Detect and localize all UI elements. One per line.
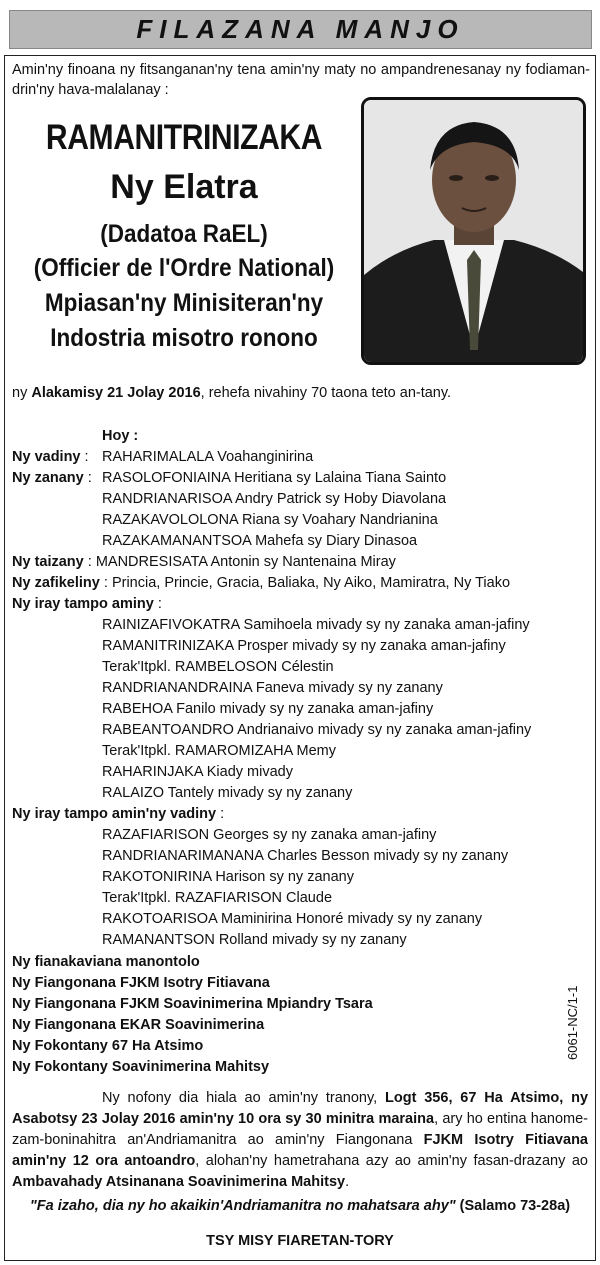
- zanany-item: RAZAKAVOLOLONA Riana sy Voahary Nandrianina: [102, 512, 438, 528]
- group-line: Ny Fiangonana EKAR Soavinimerina: [12, 1017, 265, 1033]
- group-line: Ny fianakaviana manontolo: [12, 954, 200, 970]
- group-line: Ny Fiangonana FJKM Isotry Fitiavana: [12, 975, 270, 991]
- iray-tampo-aminy-item: RANDRIANANDRAINA Faneva mivady sy ny zanany: [102, 680, 443, 696]
- iray-tampo-aminy-item: RAHARINJAKA Kiady mivady: [102, 764, 293, 780]
- iray-tampo-vadiny-item: RAKOTONIRINA Harison sy ny zanany: [102, 869, 354, 885]
- quote: "Fa izaho, dia ny ho akaikin'Andriamanitra no mahatsara ahy" (Salamo 73-28a): [29, 1198, 571, 1214]
- iray-tampo-aminy-item: RAINIZAFIVOKATRA Samihoela mivady sy ny zanaka aman-jafiny: [102, 617, 530, 633]
- deceased-line-2: (Officier de l'Ordre National): [33, 254, 335, 282]
- header-banner: [9, 10, 592, 49]
- hoy-label: Hoy :: [102, 428, 139, 444]
- iray-tampo-aminy-label: Ny iray tampo aminy :: [12, 596, 162, 612]
- deceased-title: Ny Elatra: [110, 168, 258, 206]
- group-line: Ny Fiangonana FJKM Soavinimerina Mpiandry Tsara: [12, 996, 373, 1012]
- iray-tampo-aminy-item: RABEANTOANDRO Andrianaivo mivady sy ny zanaka aman-jafiny: [102, 722, 532, 738]
- iray-tampo-vadiny-item: RAKOTOARISOA Maminirina Honoré mivady sy ny zanany: [102, 911, 483, 927]
- footer-note: TSY MISY FIARETAN-TORY: [206, 1233, 394, 1249]
- portrait-image: [364, 100, 583, 362]
- deceased-name: RAMANITRINIZAKA: [45, 118, 323, 157]
- iray-tampo-aminy-item: Terak'Itpkl. RAMBELOSON Célestin: [102, 659, 334, 675]
- portrait-photo: [361, 97, 586, 365]
- taizany-row: Ny taizany : MANDRESISATA Antonin sy Nantenaina Miray: [12, 554, 396, 570]
- iray-tampo-aminy-item: RALAIZO Tantely mivady sy ny zanany: [102, 785, 353, 801]
- zafikeliny-row: Ny zafikeliny : Princia, Princie, Gracia, Baliaka, Ny Aiko, Mamiratra, Ny Tiako: [12, 575, 511, 591]
- deceased-line-1: (Dadatoa RaEL): [100, 220, 268, 248]
- iray-tampo-vadiny-label: Ny iray tampo amin'ny vadiny :: [12, 806, 225, 822]
- iray-tampo-vadiny-item: RAZAFIARISON Georges sy ny zanaka aman-jafiny: [102, 827, 437, 843]
- zanany-item: RASOLOFONIAINA Heritiana sy Lalaina Tiana Sainto: [102, 470, 447, 486]
- deceased-line-3: Mpiasan'ny Minisiteran'ny: [44, 289, 324, 317]
- vadiny-row: Ny vadiny :: [12, 449, 89, 465]
- deceased-line-4: Indostria misotro ronono: [50, 324, 318, 352]
- reference-code: 6061-NC/1-1: [565, 985, 580, 1060]
- iray-tampo-vadiny-item: RAMANANTSON Rolland mivady sy ny zanany: [102, 932, 407, 948]
- death-notice: ny Alakamisy 21 Jolay 2016, rehefa nivahiny 70 taona teto an-tany.: [12, 385, 452, 401]
- iray-tampo-aminy-item: RAMANITRINIZAKA Prosper mivady sy ny zanaka aman-jafiny: [102, 638, 506, 654]
- zanany-item: RAZAKAMANANTSOA Mahefa sy Diary Dinasoa: [102, 533, 418, 549]
- iray-tampo-vadiny-item: RANDRIANARIMANANA Charles Besson mivady sy ny zanany: [102, 848, 509, 864]
- zanany-item: RANDRIANARISOA Andry Patrick sy Hoby Diavolana: [102, 491, 447, 507]
- burial-paragraph: Ny nofony dia hiala ao amin'ny tranony, Logt 356, 67 Ha Atsimo, ny Asabotsy 23 Jolay 2016 amin'ny 10 ora sy 30 minitra maraina, ary ho entina hanome-zam-boninahitra an'Andriamanitra ao amin'ny Fiangonana FJKM Isotry Fitiavana amin'ny 12 ora antoandro, alohan'ny hametrahana azy ao amin'ny fasan-drazany ao Ambavahady Atsinanana Soavinimerina Mahitsy.: [12, 1090, 589, 1190]
- iray-tampo-aminy-item: RABEHOA Fanilo mivady sy ny zanaka aman-jafiny: [102, 701, 434, 717]
- intro-text: Amin'ny finoana ny fitsanganan'ny tena amin'ny maty no ampandrenesanay ny fodiaman-drin'ny hava-malalanay :: [12, 62, 590, 98]
- header-title: FILAZANA MANJO: [136, 14, 465, 44]
- iray-tampo-vadiny-item: Terak'Itpkl. RAZAFIARISON Claude: [102, 890, 333, 906]
- vadiny-value: RAHARIMALALA Voahanginirina: [102, 449, 314, 465]
- iray-tampo-aminy-item: Terak'Itpkl. RAMAROMIZAHA Memy: [102, 743, 336, 759]
- group-line: Ny Fokontany 67 Ha Atsimo: [12, 1038, 204, 1054]
- zanany-row: Ny zanany :: [12, 470, 92, 486]
- group-line: Ny Fokontany Soavinimerina Mahitsy: [12, 1059, 270, 1075]
